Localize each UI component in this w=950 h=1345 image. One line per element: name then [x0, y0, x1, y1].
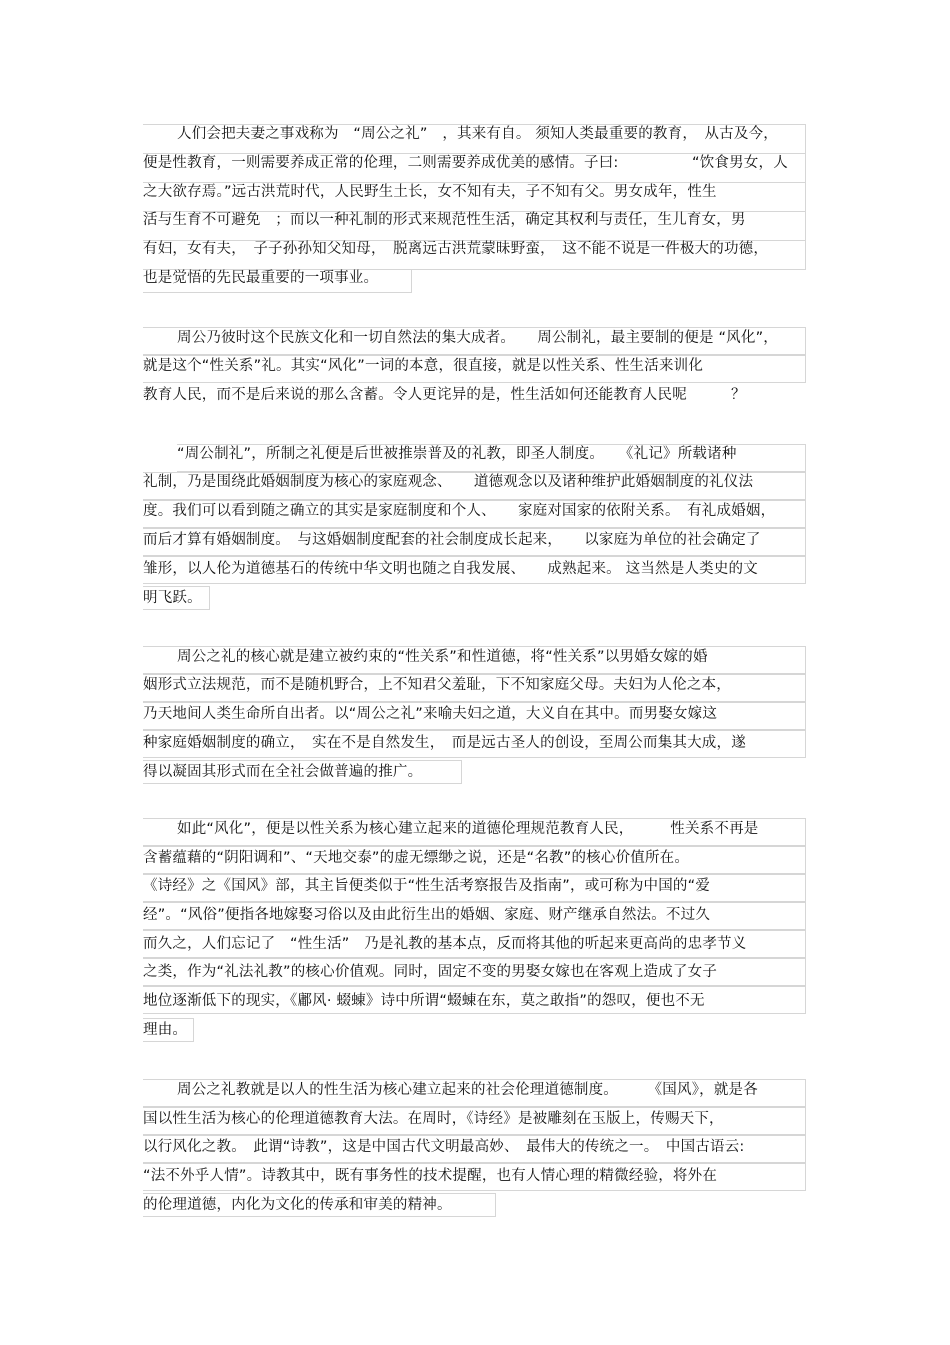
text-line: 含蓄蕴藉的“阴阳调和”、“天地交泰”的虚无缥缈之说，还是“名教”的核心价值所在。: [143, 850, 690, 866]
text-line: 《诗经》之《国风》部，其主旨便类似于“性生活考察报告及指南”，或可称为中国的“爱: [143, 878, 711, 894]
text-line: 而久之，人们忘记了 “性生活” 乃是礼教的基本点，反而将其他的听起来更高尚的忠孝节义: [143, 936, 747, 952]
text-line: 明飞跃。: [143, 590, 202, 606]
text-line: 以行风化之教。 此谓“诗教”，这是中国古代文明最高妙、 最伟大的传统之一。 中国古语云:: [143, 1139, 745, 1155]
text-line: 人们会把夫妻之事戏称为 “周公之礼” ，其来有自。 须知人类最重要的教育， 从古及今，: [177, 126, 778, 142]
text-line: 雏形，以人伦为道德基石的传统中华文明也随之自我发展、 成熟起来。 这当然是人类史的文: [143, 561, 758, 577]
text-line: 便是性教育，一则需要养成正常的伦理，二则需要养成优美的感情。子曰: “饮食男女，人: [143, 155, 788, 171]
text-line: 周公之礼的核心就是建立被约束的“性关系”和性道德，将“性关系”以男婚女嫁的婚: [177, 649, 708, 665]
text-line: 而后才算有婚姻制度。 与这婚姻制度配套的社会制度成长起来， 以家庭为单位的社会确定了: [143, 532, 761, 548]
text-line: 种家庭婚姻制度的确立， 实在不是自然发生， 而是远古圣人的创设，至周公而集其大成，遂: [143, 735, 746, 751]
text-line: 得以凝固其形式而在全社会做普遍的推广。: [143, 764, 423, 780]
text-line: 经”。“风俗”便指各地嫁娶习俗以及由此衍生出的婚姻、家庭、财产继承自然法。不过久: [143, 907, 711, 923]
text-line: 也是觉悟的先民最重要的一项事业。: [143, 270, 379, 286]
text-line: 之大欲存焉。”远古洪荒时代，人民野生土长，女不知有夫，子不知有父。男女成年，性生: [143, 184, 717, 200]
text-line: 如此“风化”，便是以性关系为核心建立起来的道德伦理规范教育人民， 性关系不再是: [177, 821, 759, 837]
text-line: 度。我们可以看到随之确立的其实是家庭制度和个人、 家庭对国家的依附关系。 有礼成婚姻，: [143, 503, 776, 519]
text-line: 国以性生活为核心的伦理道德教育大法。在周时，《诗经》是被雕刻在玉版上，传赐天下，: [143, 1111, 724, 1127]
text-line: 周公之礼教就是以人的性生活为核心建立起来的社会伦理道德制度。 《国风》，就是各: [177, 1082, 758, 1098]
text-line: 就是这个“性关系”礼。其实“风化”一词的本意，很直接，就是以性关系、性生活来训化: [143, 358, 704, 374]
text-line: “法不外乎人情”。诗教其中，既有事务性的技术提醒，也有人情心理的精微经验，将外在: [143, 1168, 718, 1184]
text-line: 周公乃彼时这个民族文化和一切自然法的集大成者。 周公制礼，最主要制的便是 “风化”，: [177, 330, 778, 346]
text-line: 之类，作为“礼法礼教”的核心价值观。同时，固定不变的男娶女嫁也在客观上造成了女子: [143, 964, 718, 980]
text-line: 活与生育不可避免 ；而以一种礼制的形式来规范性生活，确定其权利与责任，生儿育女，男: [143, 212, 746, 228]
text-line: 教育人民，而不是后来说的那么含蓄。令人更诧异的是，性生活如何还能教育人民呢 ？: [143, 387, 746, 403]
text-line: “周公制礼”，所制之礼便是后世被推崇普及的礼教，即圣人制度。 《礼记》所载诸种: [177, 446, 737, 462]
text-line: 礼制，乃是围绕此婚姻制度为核心的家庭观念、 道德观念以及诸种维护此婚姻制度的礼仪法: [143, 474, 754, 490]
text-line: 有妇，女有夫， 子子孙孙知父知母， 脱离远古洪荒蒙昧野蛮， 这不能不说是一件极大的功德，: [143, 241, 769, 257]
text-line: 理由。: [143, 1022, 188, 1038]
text-line: 姻形式立法规范，而不是随机野合，上不知君父羞耻，下不知家庭父母。夫妇为人伦之本，: [143, 677, 731, 693]
text-line: 的伦理道德，内化为文化的传承和审美的精神。: [143, 1197, 452, 1213]
text-line: 乃天地间人类生命所自出者。以“周公之礼”来喻夫妇之道，大义自在其中。而男娶女嫁这: [143, 706, 718, 722]
text-line: 地位逐渐低下的现实，《鄘风· 蝃蝀》诗中所谓“蝃蝀在东，莫之敢指”的怨叹，便也不无: [143, 993, 705, 1009]
